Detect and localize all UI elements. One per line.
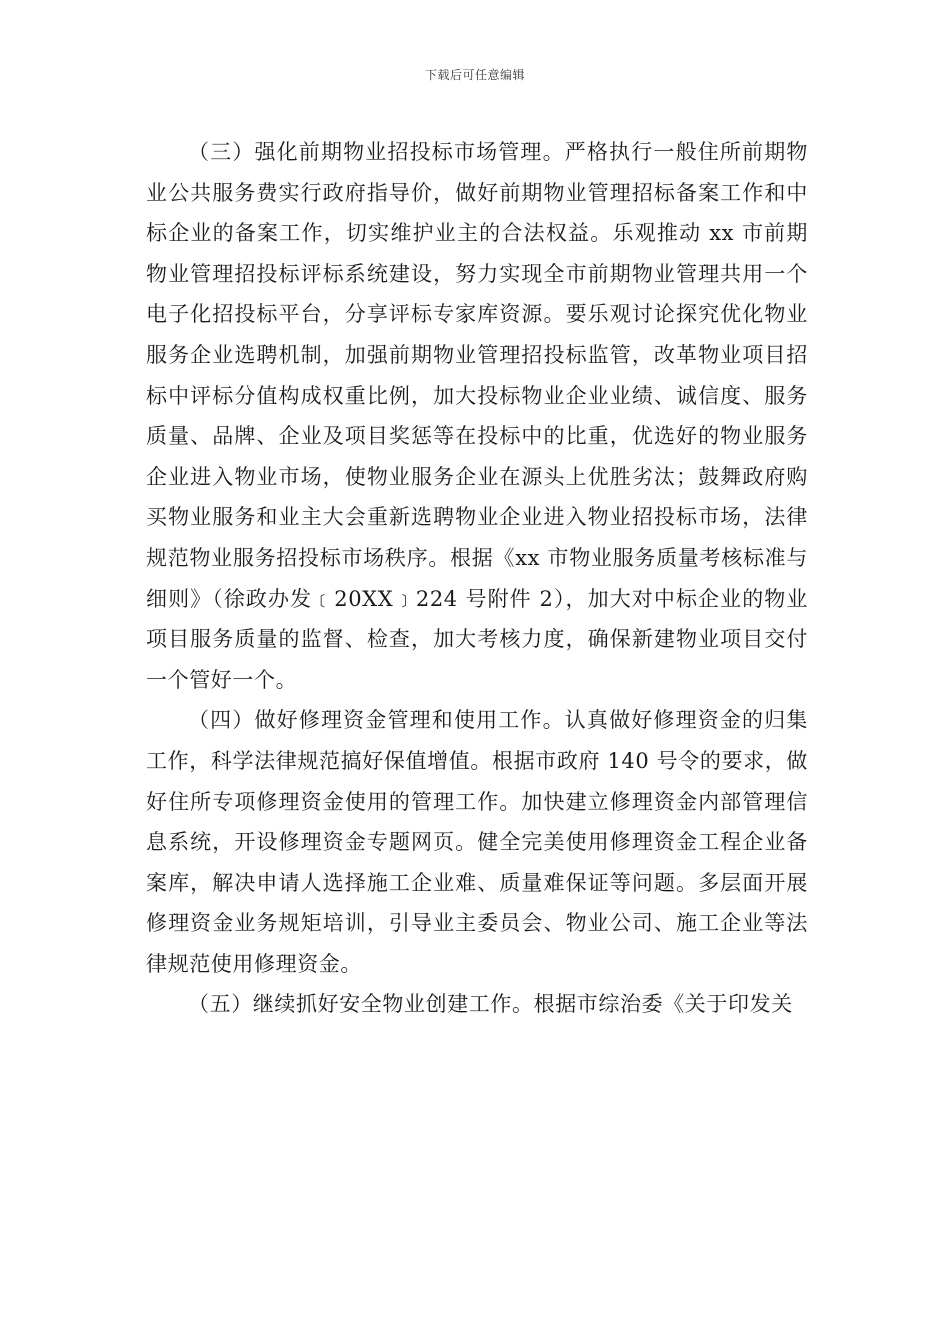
document-body (146, 132, 808, 1025)
page-header: 下载后可任意编辑 (424, 68, 525, 82)
paragraph-section-4: （四）做好修理资金管理和使用工作。认真做好修理资金的归集工作，科学法律规范搞好保值增值。根据市政府 140 号令的要求，做好住所专项修理资金使用的管理工作。加快建立修理资金内部管理信息系统，开设修理资金专题网页。健全完美使用修理资金工程企业备案库，解决申请人选择施工企业难、质量难保证等问题。多层面开展修理资金业务规矩培训，引导业主委员会、物业公司、施工企业等法律规范使用修理资金。 (146, 708, 808, 976)
paragraph-section-3: （三）强化前期物业招投标市场管理。严格执行一般住所前期物业公共服务费实行政府指导价，做好前期物业管理招标备案工作和中标企业的备案工作，切实维护业主的合法权益。乐观推动 xx 市前期物业管理招投标评标系统建设，努力实现全市前期物业管理共用一个电子化招投标平台，分享评标专家库资源。要乐观讨论探究优化物业服务企业选聘机制，加强前期物业管理招投标监管，改革物业项目招标中评标分值构成权重比例，加大投标物业企业业绩、诚信度、服务质量、品牌、企业及项目奖惩等在投标中的比重，优选好的物业服务企业进入物业市场，使物业服务企业在源头上优胜劣汰；鼓舞政府购买物业服务和业主大会重新选聘物业企业进入物业招投标市场，法律规范物业服务招投标市场秩序。根据《xx 市物业服务质量考核标准与细则》（徐政办发﹝20XX﹞224 号附件 2），加大对中标企业的物业项目服务质量的监督、检查，加大考核力度，确保新建物业项目交付一个管好一个。 (146, 140, 808, 692)
paragraph-section-5: （五）继续抓好安全物业创建工作。根据市综治委《关于印发关 (188, 992, 793, 1017)
